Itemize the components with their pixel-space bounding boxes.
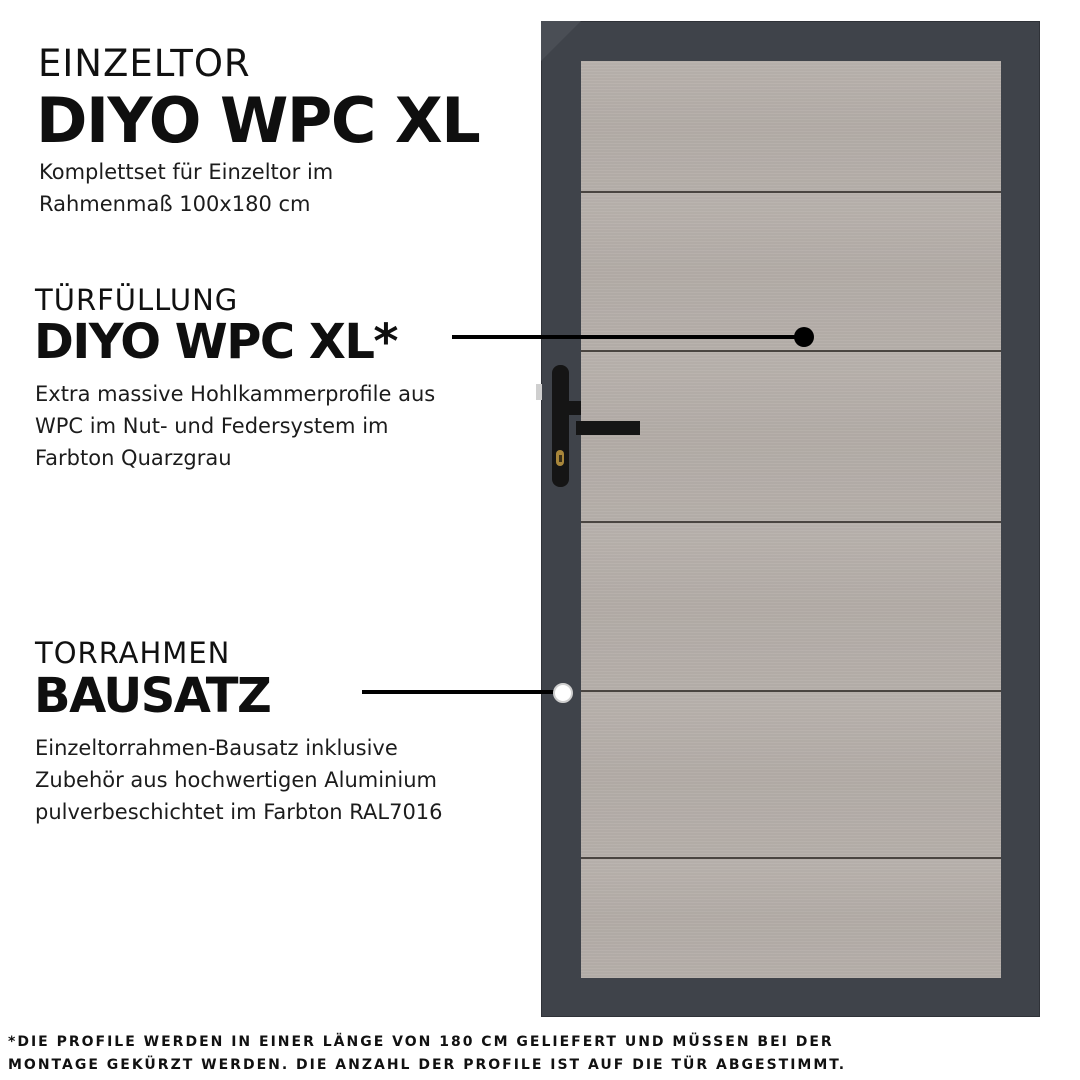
footnote-line-1: *DIE PROFILE WERDEN IN EINER LÄNGE VON 180 CM GELIEFERT UND MÜSSEN BEI DER xyxy=(8,1034,834,1050)
handle-lever xyxy=(576,421,640,435)
frame-desc-line-1: Einzeltorrahmen-Bausatz inklusive xyxy=(35,736,398,760)
wpc-board-6 xyxy=(581,859,1001,978)
gate-kicker: EINZELTOR xyxy=(38,42,251,85)
gate-description xyxy=(39,156,333,220)
gate-desc-line-1: Komplettset für Einzeltor im xyxy=(39,160,334,184)
infill-kicker: TÜRFÜLLUNG xyxy=(35,283,239,317)
frame-description xyxy=(35,732,443,828)
handle-plate xyxy=(552,365,569,487)
frame-desc-line-3: pulverbeschichtet im Farbton RAL7016 xyxy=(35,800,443,824)
infill-desc-line-2: WPC im Nut- und Federsystem im xyxy=(35,414,389,438)
callout-line-infill xyxy=(452,335,804,339)
gate-desc-line-2: Rahmenmaß 100x180 cm xyxy=(39,192,311,216)
wpc-board-5 xyxy=(581,692,1001,857)
frame-title: BAUSATZ xyxy=(34,668,271,724)
handle-pin xyxy=(536,384,542,400)
footnote-line-2: MONTAGE GEKÜRZT WERDEN. DIE ANZAHL DER PROFILE IST AUF DIE TÜR ABGESTIMMT. xyxy=(8,1057,847,1073)
wpc-board-2 xyxy=(581,193,1001,350)
wpc-board-3 xyxy=(581,352,1001,521)
infill-description xyxy=(35,378,435,474)
callout-line-frame xyxy=(362,690,558,694)
handle-lever-joint xyxy=(567,401,581,415)
infill-desc-line-3: Farbton Quarzgrau xyxy=(35,446,232,470)
callout-dot-infill xyxy=(794,327,814,347)
frame-kicker: TORRAHMEN xyxy=(35,636,231,670)
frame-desc-line-2: Zubehör aus hochwertigen Aluminium xyxy=(35,768,437,792)
infill-desc-line-1: Extra massive Hohlkammerprofile aus xyxy=(35,382,436,406)
infill-title: DIYO WPC XL* xyxy=(34,314,398,370)
frame-bevel xyxy=(541,21,581,61)
wpc-board-4 xyxy=(581,523,1001,690)
gate-title: DIYO WPC XL xyxy=(36,84,480,157)
keyhole-slot xyxy=(559,455,562,462)
callout-dot-frame xyxy=(553,683,573,703)
wpc-board-1 xyxy=(581,61,1001,192)
